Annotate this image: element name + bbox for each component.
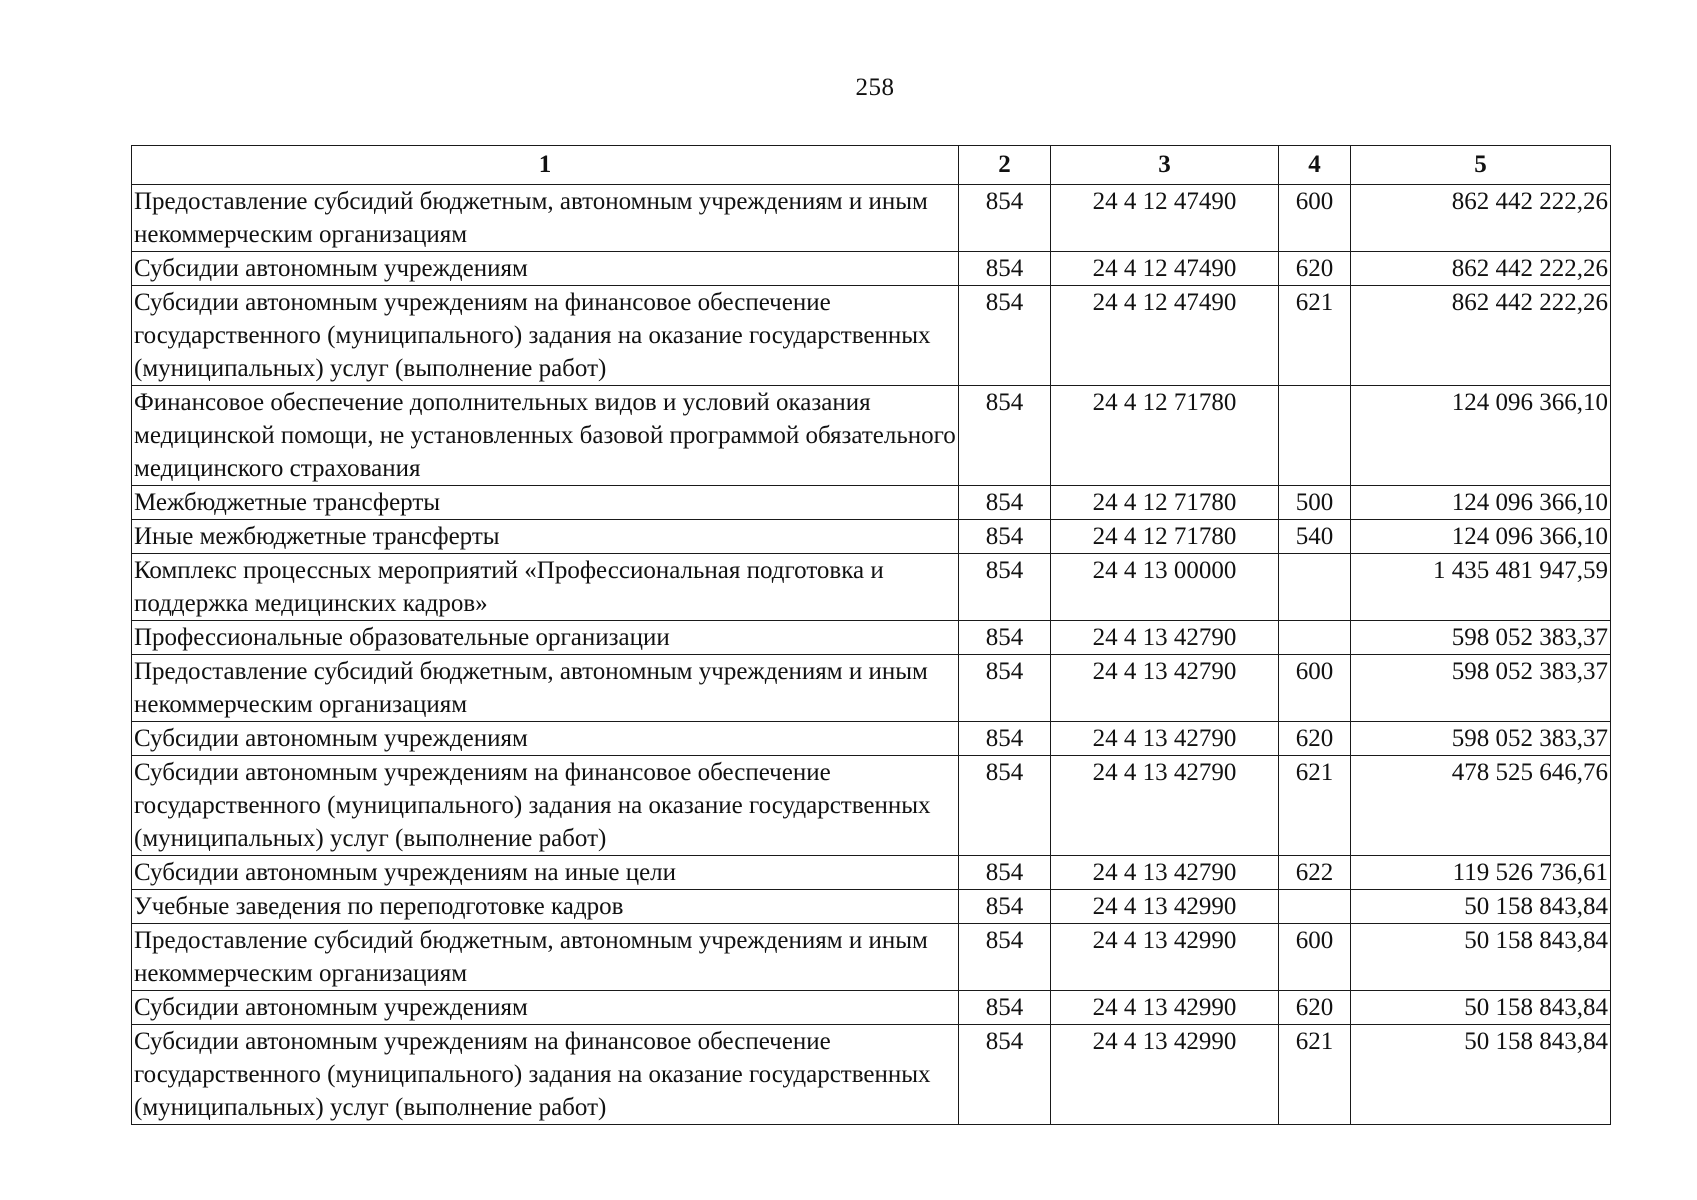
row-dept-cell: 854	[959, 924, 1051, 991]
row-amount-cell: 50 158 843,84	[1351, 1025, 1611, 1125]
row-amount-cell: 478 525 646,76	[1351, 756, 1611, 856]
table-row	[132, 185, 1611, 252]
row-name-cell: Субсидии автономным учреждениям на финансовое обеспечение государственного (муниципального) задания на оказание государственных (муниципальных) услуг (выполнение работ)	[132, 286, 959, 386]
table-row	[132, 386, 1611, 486]
row-code-cell: 24 4 13 42990	[1051, 1025, 1279, 1125]
row-dept-cell: 854	[959, 386, 1051, 486]
row-code-cell: 24 4 12 71780	[1051, 486, 1279, 520]
row-dept-cell: 854	[959, 252, 1051, 286]
row-type-cell: 600	[1279, 924, 1351, 991]
row-type-cell	[1279, 554, 1351, 621]
row-type-cell: 620	[1279, 722, 1351, 756]
row-code-cell: 24 4 13 42790	[1051, 655, 1279, 722]
budget-table	[131, 145, 1611, 1125]
row-type-cell: 500	[1279, 486, 1351, 520]
row-name-cell: Субсидии автономным учреждениям на финансовое обеспечение государственного (муниципального) задания на оказание государственных (муниципальных) услуг (выполнение работ)	[132, 756, 959, 856]
row-amount-cell: 1 435 481 947,59	[1351, 554, 1611, 621]
row-amount-cell: 862 442 222,26	[1351, 252, 1611, 286]
row-name-cell: Учебные заведения по переподготовке кадров	[132, 890, 959, 924]
page-number: 258	[855, 74, 895, 101]
table-row	[132, 286, 1611, 386]
header-col-5: 5	[1351, 146, 1611, 185]
header-col-1: 1	[132, 146, 959, 185]
row-name-cell: Профессиональные образовательные организации	[132, 621, 959, 655]
row-name-cell: Межбюджетные трансферты	[132, 486, 959, 520]
row-code-cell: 24 4 13 42990	[1051, 890, 1279, 924]
row-amount-cell: 598 052 383,37	[1351, 722, 1611, 756]
row-code-cell: 24 4 12 47490	[1051, 252, 1279, 286]
header-col-3: 3	[1051, 146, 1279, 185]
row-type-cell: 620	[1279, 991, 1351, 1025]
row-amount-cell: 50 158 843,84	[1351, 991, 1611, 1025]
row-amount-cell: 124 096 366,10	[1351, 486, 1611, 520]
table-row	[132, 1025, 1611, 1125]
row-dept-cell: 854	[959, 554, 1051, 621]
row-type-cell: 621	[1279, 756, 1351, 856]
row-dept-cell: 854	[959, 286, 1051, 386]
row-dept-cell: 854	[959, 621, 1051, 655]
row-code-cell: 24 4 13 42790	[1051, 621, 1279, 655]
row-name-cell: Субсидии автономным учреждениям	[132, 722, 959, 756]
row-code-cell: 24 4 13 42790	[1051, 756, 1279, 856]
row-type-cell: 620	[1279, 252, 1351, 286]
table-row	[132, 856, 1611, 890]
row-code-cell: 24 4 13 42990	[1051, 991, 1279, 1025]
row-amount-cell: 862 442 222,26	[1351, 286, 1611, 386]
row-dept-cell: 854	[959, 185, 1051, 252]
row-dept-cell: 854	[959, 756, 1051, 856]
table-row	[132, 991, 1611, 1025]
row-name-cell: Субсидии автономным учреждениям на финансовое обеспечение государственного (муниципального) задания на оказание государственных (муниципальных) услуг (выполнение работ)	[132, 1025, 959, 1125]
row-amount-cell: 124 096 366,10	[1351, 520, 1611, 554]
row-dept-cell: 854	[959, 1025, 1051, 1125]
row-dept-cell: 854	[959, 991, 1051, 1025]
row-amount-cell: 862 442 222,26	[1351, 185, 1611, 252]
row-dept-cell: 854	[959, 856, 1051, 890]
row-code-cell: 24 4 12 71780	[1051, 520, 1279, 554]
row-type-cell: 600	[1279, 655, 1351, 722]
table-row	[132, 655, 1611, 722]
row-dept-cell: 854	[959, 486, 1051, 520]
table-row	[132, 890, 1611, 924]
row-type-cell: 621	[1279, 1025, 1351, 1125]
row-name-cell: Предоставление субсидий бюджетным, автономным учреждениям и иным некоммерческим организациям	[132, 185, 959, 252]
row-amount-cell: 50 158 843,84	[1351, 890, 1611, 924]
row-code-cell: 24 4 13 42990	[1051, 924, 1279, 991]
table-row	[132, 722, 1611, 756]
row-code-cell: 24 4 13 00000	[1051, 554, 1279, 621]
table-header-row	[132, 146, 1611, 185]
row-dept-cell: 854	[959, 722, 1051, 756]
row-code-cell: 24 4 12 71780	[1051, 386, 1279, 486]
table-row	[132, 554, 1611, 621]
row-name-cell: Предоставление субсидий бюджетным, автономным учреждениям и иным некоммерческим организациям	[132, 924, 959, 991]
row-amount-cell: 50 158 843,84	[1351, 924, 1611, 991]
row-amount-cell: 598 052 383,37	[1351, 655, 1611, 722]
row-code-cell: 24 4 12 47490	[1051, 185, 1279, 252]
table-row	[132, 924, 1611, 991]
row-type-cell: 621	[1279, 286, 1351, 386]
table-row	[132, 621, 1611, 655]
header-col-2: 2	[959, 146, 1051, 185]
row-code-cell: 24 4 12 47490	[1051, 286, 1279, 386]
row-name-cell: Субсидии автономным учреждениям на иные цели	[132, 856, 959, 890]
row-type-cell: 622	[1279, 856, 1351, 890]
row-code-cell: 24 4 13 42790	[1051, 856, 1279, 890]
row-type-cell	[1279, 890, 1351, 924]
row-amount-cell: 124 096 366,10	[1351, 386, 1611, 486]
table-row	[132, 756, 1611, 856]
table-body	[132, 185, 1611, 1125]
row-type-cell	[1279, 621, 1351, 655]
row-amount-cell: 119 526 736,61	[1351, 856, 1611, 890]
table-row	[132, 252, 1611, 286]
table-row	[132, 520, 1611, 554]
row-type-cell: 600	[1279, 185, 1351, 252]
row-name-cell: Предоставление субсидий бюджетным, автономным учреждениям и иным некоммерческим организациям	[132, 655, 959, 722]
row-name-cell: Субсидии автономным учреждениям	[132, 991, 959, 1025]
row-name-cell: Иные межбюджетные трансферты	[132, 520, 959, 554]
row-dept-cell: 854	[959, 655, 1051, 722]
row-type-cell: 540	[1279, 520, 1351, 554]
row-type-cell	[1279, 386, 1351, 486]
row-dept-cell: 854	[959, 890, 1051, 924]
row-amount-cell: 598 052 383,37	[1351, 621, 1611, 655]
row-dept-cell: 854	[959, 520, 1051, 554]
header-col-4: 4	[1279, 146, 1351, 185]
row-name-cell: Финансовое обеспечение дополнительных видов и условий оказания медицинской помощи, не установленных базовой программой обязательного медицинского страхования	[132, 386, 959, 486]
row-code-cell: 24 4 13 42790	[1051, 722, 1279, 756]
table-row	[132, 486, 1611, 520]
row-name-cell: Комплекс процессных мероприятий «Профессиональная подготовка и поддержка медицинских кадров»	[132, 554, 959, 621]
row-name-cell: Субсидии автономным учреждениям	[132, 252, 959, 286]
